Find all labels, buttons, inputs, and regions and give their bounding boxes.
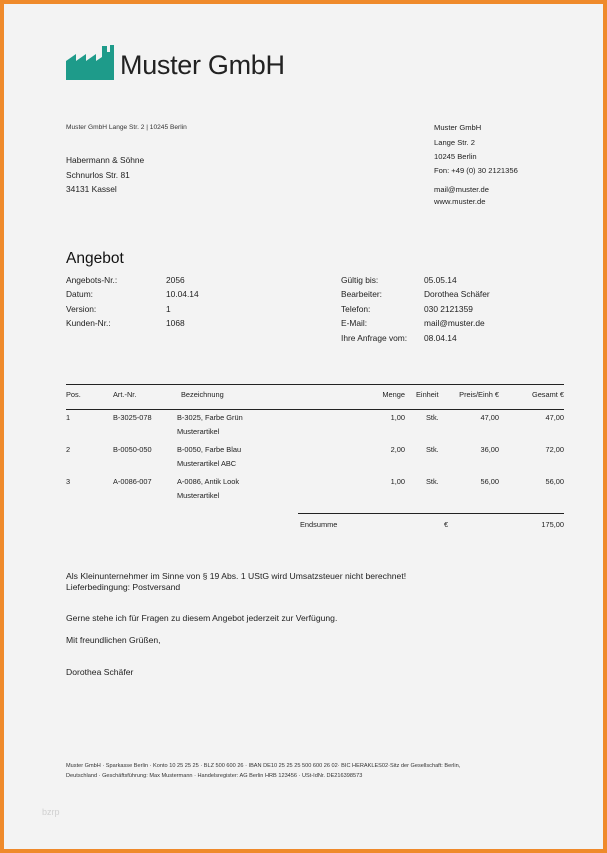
- meta-value: 05.05.14: [424, 275, 457, 285]
- row-einheit: Stk.: [426, 413, 439, 422]
- row-artnr: A-0086-007: [113, 477, 152, 486]
- row-gesamt: 56,00: [545, 477, 564, 486]
- footer-line-1: Muster GmbH · Sparkasse Berlin · Konto 10 25 25 25 · BLZ 500 600 26 · IBAN DE10 25 25 25 500 600 26 02· BIC HERAKLES02·Sitz der Gesellschaft: Berlin,: [66, 763, 461, 769]
- header-bezeichnung: Bezeichnung: [181, 390, 224, 399]
- meta-label: Telefon:: [341, 304, 371, 314]
- header-artnr: Art.-Nr.: [113, 390, 137, 399]
- meta-value: 030 2121359: [424, 304, 473, 314]
- delivery-terms: Lieferbedingung: Postversand: [66, 582, 181, 592]
- recipient-name: Habermann & Söhne: [66, 155, 145, 165]
- footer-line-2: Deutschland · Geschäftsführung: Max Mustermann · Handelsregister: AG Berlin HRB 123456 · USt-IdNr. DE216398573: [66, 773, 363, 779]
- total-label: Endsumme: [300, 520, 338, 529]
- row-menge: 1,00: [390, 413, 405, 422]
- company-info-phone: Fon: +49 (0) 30 2121356: [434, 166, 518, 175]
- meta-value: 10.04.14: [166, 289, 199, 299]
- company-info-email[interactable]: mail@muster.de: [434, 185, 489, 194]
- header-pos: Pos.: [66, 390, 81, 399]
- row-desc: B-0050, Farbe Blau: [177, 445, 242, 454]
- header-preis: Preis/Einh €: [459, 390, 499, 399]
- row-desc-sub: Musterartikel ABC: [177, 459, 237, 468]
- row-artnr: B-0050-050: [113, 445, 152, 454]
- document-title: Angebot: [66, 250, 124, 267]
- meta-label: Angebots-Nr.:: [66, 275, 118, 285]
- header-gesamt: Gesamt €: [531, 390, 564, 399]
- header-menge: Menge: [382, 390, 405, 399]
- meta-label: Kunden-Nr.:: [66, 318, 111, 328]
- meta-value: 2056: [166, 275, 185, 285]
- row-einheit: Stk.: [426, 445, 439, 454]
- meta-value: Dorothea Schäfer: [424, 289, 490, 299]
- meta-value: 08.04.14: [424, 333, 457, 343]
- total-rule: [298, 513, 564, 514]
- company-info-web[interactable]: www.muster.de: [434, 197, 486, 206]
- meta-label: Version:: [66, 304, 97, 314]
- row-pos: 1: [66, 413, 71, 422]
- meta-value: 1: [166, 304, 171, 314]
- company-info-city: 10245 Berlin: [434, 152, 477, 161]
- row-gesamt: 47,00: [545, 413, 564, 422]
- tax-note: Als Kleinunternehmer im Sinne von § 19 Abs. 1 UStG wird Umsatzsteuer nicht berechnet!: [66, 571, 407, 581]
- meta-value[interactable]: mail@muster.de: [424, 318, 485, 328]
- row-desc-sub: Musterartikel: [177, 491, 220, 500]
- row-pos: 3: [66, 477, 71, 486]
- factory-logo-icon: [66, 44, 114, 80]
- row-pos: 2: [66, 445, 71, 454]
- row-preis: 56,00: [480, 477, 499, 486]
- meta-label: E-Mail:: [341, 318, 368, 328]
- watermark-text: bzrp: [42, 807, 60, 817]
- row-desc: B-3025, Farbe Grün: [177, 413, 243, 422]
- row-gesamt: 72,00: [545, 445, 564, 454]
- meta-value: 1068: [166, 318, 185, 328]
- recipient-city: 34131 Kassel: [66, 184, 117, 194]
- questions-note: Gerne stehe ich für Fragen zu diesem Angebot jederzeit zur Verfügung.: [66, 613, 338, 623]
- table-top-rule: [66, 384, 564, 385]
- sender-address-line: Muster GmbH Lange Str. 2 | 10245 Berlin: [66, 124, 187, 131]
- row-menge: 1,00: [390, 477, 405, 486]
- signature: Dorothea Schäfer: [66, 667, 134, 677]
- company-info-name: Muster GmbH: [434, 123, 482, 132]
- row-preis: 47,00: [480, 413, 499, 422]
- company-name: Muster GmbH: [120, 50, 285, 80]
- row-preis: 36,00: [480, 445, 499, 454]
- total-value: 175,00: [541, 520, 564, 529]
- meta-label: Ihre Anfrage vom:: [341, 333, 408, 343]
- row-artnr: B-3025-078: [113, 413, 152, 422]
- meta-label: Gültig bis:: [341, 275, 379, 285]
- recipient-street: Schnurlos Str. 81: [66, 170, 130, 180]
- row-desc-sub: Musterartikel: [177, 427, 220, 436]
- total-currency: €: [444, 520, 449, 529]
- company-info-street: Lange Str. 2: [434, 138, 475, 147]
- header-einheit: Einheit: [416, 390, 439, 399]
- table-header-rule: [66, 409, 564, 410]
- row-menge: 2,00: [390, 445, 405, 454]
- greeting: Mit freundlichen Grüßen,: [66, 635, 161, 645]
- meta-label: Datum:: [66, 289, 93, 299]
- row-desc: A-0086, Antik Look: [177, 477, 240, 486]
- row-einheit: Stk.: [426, 477, 439, 486]
- meta-label: Bearbeiter:: [341, 289, 382, 299]
